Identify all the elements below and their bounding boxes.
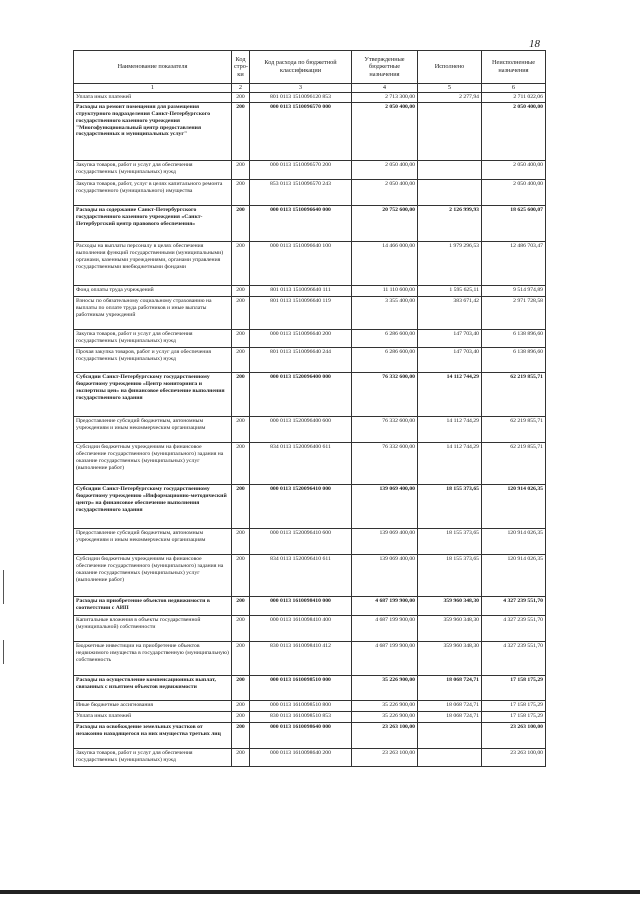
expense-code: 000 0113 1610098510 000 [250,676,352,701]
executed-amount: 14 112 744,29 [418,373,482,417]
unexecuted-amount: 17 158 175,29 [482,701,546,712]
header-expense-code: Код расхода по бюджетной классификации [250,51,352,84]
unexecuted-amount: 2 971 728,58 [482,297,546,330]
row-name: Капитальные вложения в объекты государственной (муниципальной) собственности [74,616,232,642]
report-body [74,93,546,767]
unexecuted-amount: 2 050 400,00 [482,180,546,206]
unexecuted-amount: 2 050 400,00 [482,103,546,161]
row-name: Закупка товаров, работ и услуг для обеспечения государственных (муниципальных) нужд [74,330,232,348]
table-row [74,161,546,180]
expense-code: 000 0113 1520096400 000 [250,373,352,417]
row-code: 200 [232,103,250,161]
row-code: 200 [232,712,250,723]
row-code: 200 [232,206,250,242]
executed-amount: 147 703,40 [418,348,482,373]
row-code: 200 [232,676,250,701]
row-code: 200 [232,180,250,206]
expense-code: 000 0113 1610098640 200 [250,749,352,767]
row-code: 200 [232,597,250,616]
expense-code: 000 0113 1510096640 000 [250,206,352,242]
row-name: Фонд оплаты труда учреждений [74,286,232,297]
row-name: Бюджетные инвестиции на приобретение объектов недвижимого имущества в государственную (муниципальную) собственность [74,642,232,676]
row-name: Уплата иных платежей [74,93,232,103]
executed-amount: 359 960 348,30 [418,597,482,616]
expense-code: 000 0113 1610098410 000 [250,597,352,616]
table-row [74,93,546,103]
executed-amount [418,103,482,161]
expense-code: 000 0113 1510096640 200 [250,330,352,348]
unexecuted-amount: 6 138 896,60 [482,348,546,373]
unexecuted-amount: 120 914 026,35 [482,529,546,555]
column-number: 6 [482,84,546,93]
table-row [74,103,546,161]
table-row [74,443,546,485]
executed-amount: 18 155 373,65 [418,555,482,597]
row-name: Расходы на выплаты персоналу в целях обеспечения выполнения функций государственными (муниципальными) органами, казенными учреждениями, органами управления государственными внебюджетными фондами [74,242,232,286]
expense-code: 000 0113 1610098640 000 [250,723,352,749]
row-name: Закупка товаров, работ, услуг в целях капитального ремонта государственного (муниципального) имущества [74,180,232,206]
executed-amount: 359 960 348,30 [418,642,482,676]
row-name: Субсидии бюджетным учреждениям на финансовое обеспечение государственного (муниципального) задания на оказание государственных (муниципальных) услуг (выполнение работ) [74,443,232,485]
approved-amount: 23 263 100,00 [352,723,418,749]
approved-amount: 76 332 600,00 [352,373,418,417]
unexecuted-amount: 120 914 026,35 [482,555,546,597]
header-approved: Утвержденные бюджетные назначения [352,51,418,84]
row-name: Прочая закупка товаров, работ и услуг для обеспечения государственных (муниципальных) нужд [74,348,232,373]
row-name: Взносы по обязательному социальному страхованию на выплаты по оплате труда работников и иные выплаты работникам учреждений [74,297,232,330]
unexecuted-amount: 18 625 600,07 [482,206,546,242]
row-code: 200 [232,348,250,373]
executed-amount: 14 112 744,29 [418,443,482,485]
executed-amount: 1 979 296,53 [418,242,482,286]
unexecuted-amount: 6 138 896,60 [482,330,546,348]
row-code: 200 [232,443,250,485]
approved-amount: 35 226 900,00 [352,676,418,701]
unexecuted-amount: 23 263 100,00 [482,723,546,749]
row-name: Субсидии Санкт-Петербургскому государственному бюджетному учреждению «Центр мониторинга и экспертизы цен» на финансовое обеспечение выполнения государственного задания [74,373,232,417]
executed-amount: 359 960 348,30 [418,616,482,642]
expense-code: 000 0113 1510096640 100 [250,242,352,286]
executed-amount [418,161,482,180]
table-row [74,676,546,701]
scan-edge-bar [0,890,640,894]
executed-amount [418,723,482,749]
expense-code: 000 0113 1610098510 800 [250,701,352,712]
approved-amount: 11 110 600,00 [352,286,418,297]
column-number: 5 [418,84,482,93]
unexecuted-amount: 2 711 022,06 [482,93,546,103]
column-number: 4 [352,84,418,93]
unexecuted-amount: 120 914 026,35 [482,485,546,529]
approved-amount: 6 286 600,00 [352,348,418,373]
executed-amount: 14 112 744,29 [418,417,482,443]
expense-code: 801 0113 1510096120 853 [250,93,352,103]
approved-amount: 2 050 400,00 [352,103,418,161]
executed-amount: 1 595 625,11 [418,286,482,297]
executed-amount: 147 703,40 [418,330,482,348]
row-name: Иные бюджетные ассигнования [74,701,232,712]
approved-amount: 139 069 400,00 [352,485,418,529]
table-row [74,373,546,417]
expense-code: 853 0113 1510096570 243 [250,180,352,206]
approved-amount: 23 263 100,00 [352,749,418,767]
approved-amount: 2 713 300,00 [352,93,418,103]
scan-mark [3,640,4,664]
executed-amount: 18 068 724,71 [418,701,482,712]
table-row [74,242,546,286]
row-code: 200 [232,723,250,749]
expense-code: 000 0113 1520096410 600 [250,529,352,555]
approved-amount: 2 050 400,00 [352,180,418,206]
scan-mark [3,570,4,604]
unexecuted-amount: 12 486 703,47 [482,242,546,286]
executed-amount: 383 671,42 [418,297,482,330]
row-code: 200 [232,93,250,103]
approved-amount: 4 687 199 900,00 [352,597,418,616]
row-code: 200 [232,642,250,676]
budget-report-table [73,50,546,767]
table-row [74,701,546,712]
expense-code: 830 0113 1610098410 412 [250,642,352,676]
expense-code: 834 0113 1520096400 611 [250,443,352,485]
executed-amount: 18 068 724,71 [418,712,482,723]
row-name: Расходы на осуществление компенсационных выплат, связанных с изъятием объектов недвижимости [74,676,232,701]
table-row [74,348,546,373]
row-code: 200 [232,297,250,330]
unexecuted-amount: 62 219 855,71 [482,417,546,443]
executed-amount: 2 126 999,93 [418,206,482,242]
column-number: 1 [74,84,232,93]
approved-amount: 14 466 000,00 [352,242,418,286]
table-row [74,485,546,529]
approved-amount: 4 687 199 900,00 [352,616,418,642]
row-code: 200 [232,555,250,597]
table-row [74,286,546,297]
unexecuted-amount: 4 327 239 551,70 [482,616,546,642]
row-code: 200 [232,529,250,555]
table-row [74,712,546,723]
column-number-row [74,84,546,93]
table-row [74,616,546,642]
approved-amount: 35 226 900,00 [352,701,418,712]
row-name: Расходы на ремонт помещения для размещения структурного подразделения Санкт-Петербургского государственного казенного учреждения "Многофункциональный центр предоставления государственных и муниципальных услуг" [74,103,232,161]
approved-amount: 76 332 600,00 [352,417,418,443]
table-row [74,330,546,348]
header-row-code: Код стро-ки [232,51,250,84]
row-code: 200 [232,286,250,297]
row-name: Предоставление субсидий бюджетным, автономным учреждениям и иным некоммерческим организациям [74,529,232,555]
header-unexecuted: Неисполненные назначения [482,51,546,84]
row-code: 200 [232,749,250,767]
approved-amount: 20 752 600,00 [352,206,418,242]
approved-amount: 35 226 900,00 [352,712,418,723]
row-name: Расходы на содержание Санкт-Петербургского государственного казенного учреждения «Санкт-Петербургский центр правового обеспечения» [74,206,232,242]
expense-code: 830 0113 1610098510 853 [250,712,352,723]
approved-amount: 139 069 400,00 [352,555,418,597]
header-row [74,51,546,84]
row-code: 200 [232,242,250,286]
table-row [74,642,546,676]
header-name: Наименование показателя [74,51,232,84]
unexecuted-amount: 9 514 974,89 [482,286,546,297]
row-code: 200 [232,330,250,348]
table-row [74,749,546,767]
table-row [74,206,546,242]
column-number: 2 [232,84,250,93]
expense-code: 000 0113 1610098410 400 [250,616,352,642]
executed-amount [418,180,482,206]
row-name: Уплата иных платежей [74,712,232,723]
expense-code: 834 0113 1520096410 611 [250,555,352,597]
unexecuted-amount: 62 219 855,71 [482,443,546,485]
row-code: 200 [232,161,250,180]
row-code: 200 [232,485,250,529]
row-name: Расходы на освобождение земельных участков от незаконно находящегося на них имущества третьих лиц [74,723,232,749]
row-code: 200 [232,417,250,443]
table-row [74,297,546,330]
row-name: Предоставление субсидий бюджетным, автономным учреждениям и иным некоммерческим организациям [74,417,232,443]
expense-code: 000 0113 1520096410 000 [250,485,352,529]
unexecuted-amount: 23 263 100,00 [482,749,546,767]
executed-amount [418,749,482,767]
approved-amount: 3 355 400,00 [352,297,418,330]
row-name: Закупка товаров, работ и услуг для обеспечения государственных (муниципальных) нужд [74,161,232,180]
column-number: 3 [250,84,352,93]
expense-code: 801 0113 1510096640 111 [250,286,352,297]
expense-code: 801 0113 1510096640 119 [250,297,352,330]
expense-code: 000 0113 1510096570 000 [250,103,352,161]
executed-amount: 18 155 373,65 [418,485,482,529]
table-row [74,723,546,749]
executed-amount: 18 155 373,65 [418,529,482,555]
expense-code: 000 0113 1520096400 600 [250,417,352,443]
table-row [74,597,546,616]
approved-amount: 76 332 600,00 [352,443,418,485]
row-name: Закупка товаров, работ и услуг для обеспечения государственных (муниципальных) нужд [74,749,232,767]
table-row [74,555,546,597]
unexecuted-amount: 4 327 239 551,70 [482,642,546,676]
table-row [74,417,546,443]
row-code: 200 [232,616,250,642]
unexecuted-amount: 17 158 175,29 [482,676,546,701]
unexecuted-amount: 17 158 175,29 [482,712,546,723]
table-row [74,180,546,206]
header-executed: Исполнено [418,51,482,84]
executed-amount: 2 277,94 [418,93,482,103]
row-code: 200 [232,373,250,417]
unexecuted-amount: 2 050 400,00 [482,161,546,180]
executed-amount: 18 068 724,71 [418,676,482,701]
page-number: 18 [529,38,540,50]
approved-amount: 4 687 199 900,00 [352,642,418,676]
approved-amount: 139 069 400,00 [352,529,418,555]
unexecuted-amount: 62 219 855,71 [482,373,546,417]
row-name: Субсидии бюджетным учреждениям на финансовое обеспечение государственного (муниципального) задания на оказание государственных (муниципальных) услуг (выполнение работ) [74,555,232,597]
approved-amount: 2 050 400,00 [352,161,418,180]
row-name: Субсидии Санкт-Петербургскому государственному бюджетному учреждению «Информационно-методический центр» на финансовое обеспечение выполнения государственного задания [74,485,232,529]
unexecuted-amount: 4 327 239 551,70 [482,597,546,616]
table-row [74,529,546,555]
approved-amount: 6 286 600,00 [352,330,418,348]
expense-code: 801 0113 1510096640 244 [250,348,352,373]
row-code: 200 [232,701,250,712]
row-name: Расходы на приобретение объектов недвижимости в соответствии с АИП [74,597,232,616]
expense-code: 000 0113 1510096570 200 [250,161,352,180]
